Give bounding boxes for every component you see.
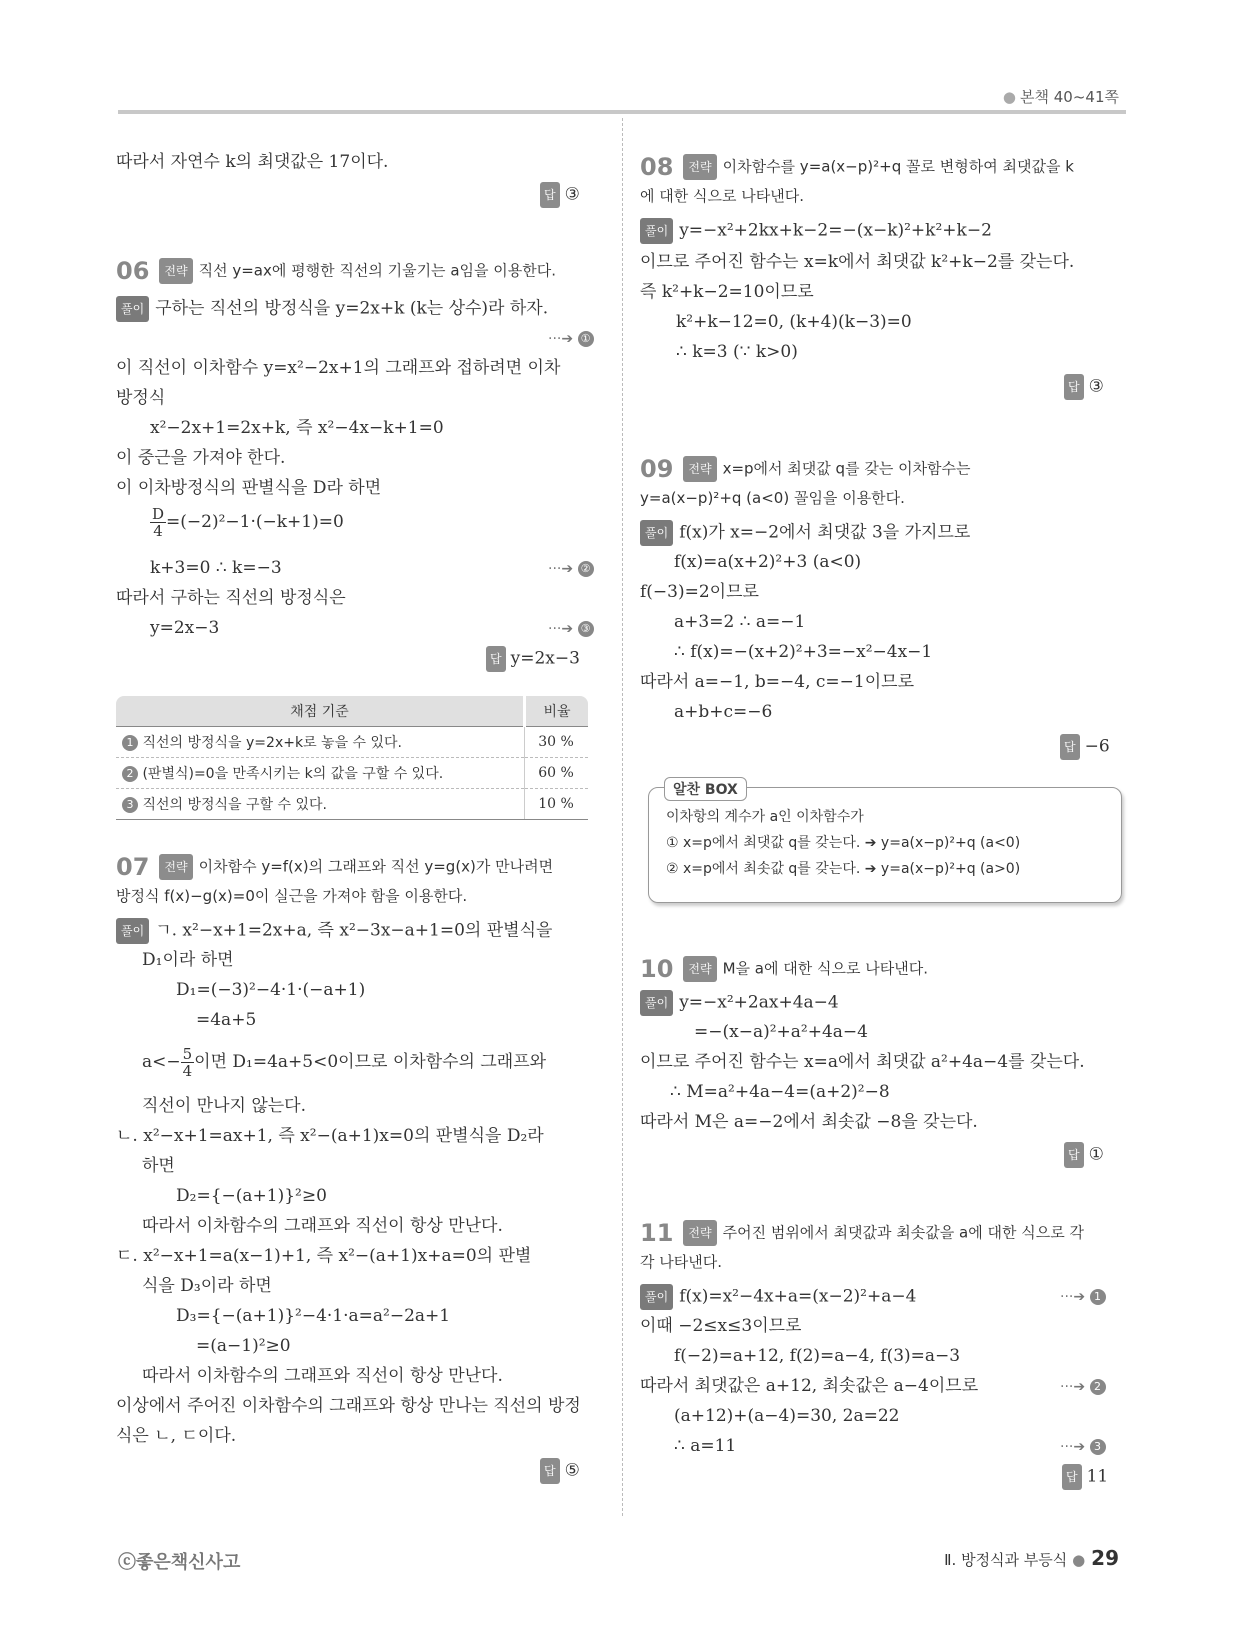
problem-number: 06	[116, 257, 150, 285]
step-marker: ···➔ 1	[1060, 1284, 1106, 1309]
problem-06-line: 이 직선이 이차함수 y=x²−2x+1의 그래프와 접하려면 이차	[116, 358, 561, 378]
problem-10-answer: 답 ①	[1064, 1142, 1104, 1168]
page-reference: ● 본책 40~41쪽	[1002, 88, 1119, 106]
problem-11-line: 풀이 f(x)=x²−4x+a=(x−2)²+a−4	[640, 1284, 916, 1310]
problem-08-heading: 08 전략 이차함수를 y=a(x−p)²+q 꼴로 변형하여 최댓값을 k	[640, 153, 1074, 181]
problem-09-line: ∴ f(x)=−(x+2)²+3=−x²−4x−1	[674, 642, 933, 662]
problem-09-heading: 09 전략 x=p에서 최댓값 q를 갖는 이차함수는	[640, 455, 971, 483]
problem-06-line: $\frac{D}{4}$ =(−2)²−1·(−k+1)=0	[152, 505, 344, 540]
grading-row: 1 직선의 방정식을 y=2x+k로 놓을 수 있다. 30 %	[116, 727, 588, 758]
problem-07-line: 따라서 이차함수의 그래프와 직선이 항상 만난다.	[142, 1216, 503, 1236]
tip-box-line: ① x=p에서 최댓값 q를 갖는다. ➔ y=a(x−p)²+q (a<0)	[666, 835, 1021, 851]
problem-07-line: ㄷ. x²−x+1=a(x−1)+1, 즉 x²−(a+1)x+a=0의 판별	[116, 1246, 532, 1266]
problem-08-line: k²+k−12=0, (k+4)(k−3)=0	[676, 312, 912, 332]
grading-row: 2 (판별식)=0을 만족시키는 k의 값을 구할 수 있다. 60 %	[116, 758, 588, 789]
problem-06-heading: 06 전략 직선 y=ax에 평행한 직선의 기울기는 a임을 이용한다.	[116, 257, 556, 285]
problem-07-line: ㄴ. x²−x+1=ax+1, 즉 x²−(a+1)x=0의 판별식을 D₂라	[116, 1126, 544, 1146]
column-divider	[622, 118, 623, 1516]
problem-07-line: D₁이라 하면	[142, 950, 234, 970]
footer-chapter: Ⅱ. 방정식과 부등식 ● 29	[944, 1546, 1119, 1570]
problem-08-answer: 답 ③	[1064, 374, 1104, 400]
page-number: 29	[1091, 1546, 1119, 1570]
problem-10-line: 이므로 주어진 함수는 x=a에서 최댓값 a²+4a−4를 갖는다.	[640, 1052, 1085, 1072]
problem-06-line: 이 이차방정식의 판별식을 D라 하면	[116, 478, 382, 498]
problem-07-line: D₂={−(a+1)}²≥0	[176, 1186, 327, 1206]
problem-11-heading: 11 전략 주어진 범위에서 최댓값과 최솟값을 a에 대한 식으로 각	[640, 1219, 1084, 1247]
problem-10-line: =−(x−a)²+a²+4a−4	[694, 1022, 868, 1042]
grading-header: 비율	[525, 696, 589, 727]
intro-answer: 답 ③	[540, 182, 580, 208]
problem-10-line: 풀이 y=−x²+2ax+4a−4	[640, 990, 839, 1016]
problem-07-line: 식은 ㄴ, ㄷ이다.	[116, 1426, 237, 1446]
grading-table	[116, 696, 588, 820]
problem-07-line: 직선이 만나지 않는다.	[142, 1096, 307, 1116]
tip-box-line: 이차항의 계수가 a인 이차함수가	[666, 809, 864, 825]
problem-06-line: 이 중근을 가져야 한다.	[116, 448, 286, 468]
problem-06-line: k+3=0 ∴ k=−3	[150, 558, 282, 578]
problem-07-strategy: 방정식 f(x)−g(x)=0이 실근을 가져야 함을 이용한다.	[116, 887, 468, 905]
problem-09-line: f(x)=a(x+2)²+3 (a<0)	[674, 552, 862, 572]
problem-09-line: 풀이 f(x)가 x=−2에서 최댓값 3을 가지므로	[640, 520, 970, 546]
grading-row: 3 직선의 방정식을 구할 수 있다. 10 %	[116, 789, 588, 820]
problem-06-line: x²−2x+1=2x+k, 즉 x²−4x−k+1=0	[150, 418, 444, 438]
problem-09-line: 따라서 a=−1, b=−4, c=−1이므로	[640, 672, 915, 692]
step-marker: ···➔ 3	[1060, 1434, 1106, 1459]
problem-07-heading: 07 전략 이차함수 y=f(x)의 그래프와 직선 y=g(x)가 만나려면	[116, 853, 554, 881]
problem-06-line: 풀이 구하는 직선의 방정식을 y=2x+k (k는 상수)라 하자.	[116, 296, 548, 322]
problem-07-line: =4a+5	[196, 1010, 257, 1030]
publisher-logo: ⓒ좋은책신사고	[118, 1552, 241, 1573]
problem-10-line: 따라서 M은 a=−2에서 최솟값 −8을 갖는다.	[640, 1112, 978, 1132]
problem-10-heading: 10 전략 M을 a에 대한 식으로 나타낸다.	[640, 955, 928, 983]
problem-09-line: f(−3)=2이므로	[640, 582, 759, 602]
tip-box-line: ② x=p에서 최솟값 q를 갖는다. ➔ y=a(x−p)²+q (a>0)	[666, 861, 1021, 877]
problem-11-line: ∴ a=11	[674, 1436, 737, 1456]
step-marker: ···➔ ②	[548, 556, 594, 581]
problem-06-line: 방정식	[116, 388, 166, 408]
problem-11-line: f(−2)=a+12, f(2)=a−4, f(3)=a−3	[674, 1346, 961, 1366]
problem-08-line: 이므로 주어진 함수는 x=k에서 최댓값 k²+k−2를 갖는다.	[640, 252, 1075, 272]
grading-header: 채점 기준	[116, 696, 525, 727]
problem-07-line: 이상에서 주어진 이차함수의 그래프와 항상 만나는 직선의 방정	[116, 1396, 581, 1416]
problem-07-line: 풀이 ㄱ. x²−x+1=2x+a, 즉 x²−3x−a+1=0의 판별식을	[116, 918, 552, 944]
problem-08-line: 풀이 y=−x²+2kx+k−2=−(x−k)²+k²+k−2	[640, 218, 992, 244]
problem-07-line: 하면	[142, 1156, 175, 1176]
problem-07-line: D₃={−(a+1)}²−4·1·a=a²−2a+1	[176, 1306, 451, 1326]
problem-06-line: y=2x−3	[150, 618, 220, 638]
intro-text: 따라서 자연수 k의 최댓값은 17이다.	[116, 152, 389, 172]
problem-07-line: a<− $\frac{5}{4}$ 이면 D₁=4a+5<0이므로 이차함수의 그래프와	[142, 1045, 547, 1080]
problem-11-line: 따라서 최댓값은 a+12, 최솟값은 a−4이므로	[640, 1376, 979, 1396]
problem-07-line: D₁=(−3)²−4·1·(−a+1)	[176, 980, 366, 1000]
problem-08-line: 즉 k²+k−2=10이므로	[640, 282, 814, 302]
header-rule	[118, 110, 1126, 114]
problem-07-line: =(a−1)²≥0	[196, 1336, 291, 1356]
step-marker: ···➔ ①	[548, 326, 594, 351]
problem-11-strategy: 각 나타낸다.	[640, 1253, 722, 1271]
problem-08-line: ∴ k=3 (∵ k>0)	[676, 342, 798, 362]
problem-07-line: 따라서 이차함수의 그래프와 직선이 항상 만난다.	[142, 1366, 503, 1386]
problem-07-answer: 답 ⑤	[540, 1458, 580, 1484]
problem-07-line: 식을 D₃이라 하면	[142, 1276, 272, 1296]
problem-11-line: (a+12)+(a−4)=30, 2a=22	[674, 1406, 900, 1426]
step-marker: ···➔ ③	[548, 616, 594, 641]
tip-box-title: 알찬 BOX	[664, 777, 747, 801]
problem-09-line: a+3=2 ∴ a=−1	[674, 612, 806, 632]
problem-10-line: ∴ M=a²+4a−4=(a+2)²−8	[670, 1082, 890, 1102]
problem-09-answer: 답 −6	[1060, 734, 1110, 760]
problem-11-line: 이때 −2≤x≤3이므로	[640, 1316, 802, 1336]
problem-06-answer: 답 y=2x−3	[486, 646, 580, 672]
problem-11-answer: 답 11	[1062, 1464, 1108, 1490]
step-marker: ···➔ 2	[1060, 1374, 1106, 1399]
problem-09-line: a+b+c=−6	[674, 702, 773, 722]
problem-08-strategy: 에 대한 식으로 나타낸다.	[640, 187, 804, 205]
problem-06-line: 따라서 구하는 직선의 방정식은	[116, 588, 346, 608]
problem-09-strategy: y=a(x−p)²+q (a<0) 꼴임을 이용한다.	[640, 489, 905, 507]
